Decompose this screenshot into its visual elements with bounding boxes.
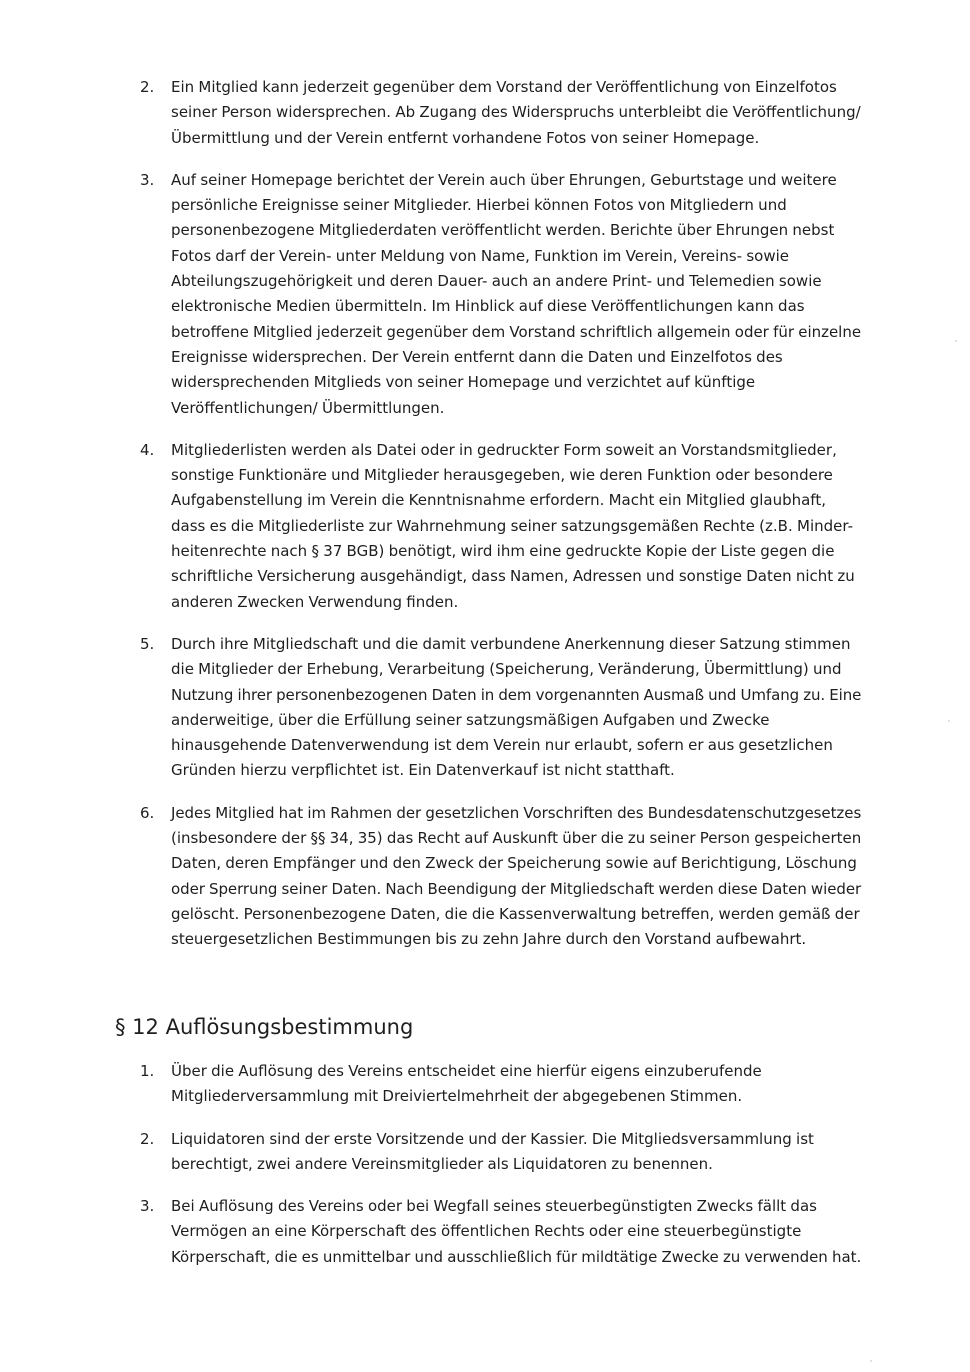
item-number: 2. <box>140 78 155 96</box>
item-number: 1. <box>140 1062 155 1080</box>
text-line: gelöscht. Personenbezogene Daten, die die Kassenverwaltung betreffen, werden gemäß der <box>171 904 860 923</box>
text-line: seiner Person widersprechen. Ab Zugang des Widerspruchs unterbleibt die Veröffentlichung/ <box>171 103 861 122</box>
list-item <box>0 1059 970 1110</box>
item-number: 3. <box>140 170 155 189</box>
scan-speck <box>955 340 957 342</box>
text-line: dass es die Mitgliederliste zur Wahrnehmung seiner satzungsgemäßen Rechte (z.B. Minder- <box>171 516 853 535</box>
text-line: berechtigt, zwei andere Vereinsmitglieder als Liquidatoren zu benennen. <box>171 1154 713 1173</box>
text-line: Abteilungszugehörigkeit und deren Dauer- auch an andere Print- und Telemedien sowie <box>171 272 822 291</box>
item-text <box>171 438 861 615</box>
text-line: Gründen hierzu verpflichtet ist. Ein Datenverkauf ist nicht statthaft. <box>171 761 675 780</box>
item-number: 2. <box>140 1129 155 1148</box>
item-text <box>171 75 861 151</box>
text-line: Mitgliederlisten werden als Datei oder in gedruckter Form soweit an Vorstandsmitglieder, <box>171 440 837 459</box>
section-heading: § 12 Auflösungsbestimmung <box>115 1015 414 1039</box>
text-line: (insbesondere der §§ 34, 35) das Recht auf Auskunft über die zu seiner Person gespeicherten <box>171 829 862 848</box>
text-line: Veröffentlichungen/ Übermittlungen. <box>171 398 445 417</box>
text-line: personenbezogene Mitgliederdaten veröffentlicht werden. Berichte über Ehrungen nebst <box>171 221 835 240</box>
text-line: oder Sperrung seiner Daten. Nach Beendigung der Mitgliedschaft werden diese Daten wieder <box>171 879 862 898</box>
text-line: Aufgabenstellung im Verein die Kenntnisnahme erfordern. Macht ein Mitglied glaubhaft, <box>171 491 826 510</box>
item-text <box>171 632 861 784</box>
item-text <box>171 168 861 421</box>
text-line: Daten, deren Empfänger und den Zweck der Speicherung sowie auf Berichtigung, Löschung <box>171 854 857 873</box>
text-line: schriftliche Versicherung ausgehändigt, dass Namen, Adressen und sonstige Daten nicht zu <box>171 567 855 586</box>
section-11-list <box>0 75 970 970</box>
item-text <box>171 1194 861 1270</box>
text-line: Ein Mitglied kann jederzeit gegenüber dem Vorstand der Veröffentlichung von Einzelfotos <box>171 78 837 96</box>
text-line: Vermögen an eine Körperschaft des öffentlichen Rechts oder eine steuerbegünstigte <box>171 1222 802 1241</box>
text-line: Mitgliederversammlung mit Dreiviertelmehrheit der abgegebenen Stimmen. <box>171 1087 743 1106</box>
list-item <box>0 1194 970 1270</box>
text-line: Nutzung ihrer personenbezogenen Daten in dem vorgenannten Ausmaß und Umfang zu. Eine <box>171 685 862 704</box>
text-line: Auf seiner Homepage berichtet der Verein auch über Ehrungen, Geburtstage und weitere <box>171 170 837 189</box>
text-line: widersprechenden Mitglieds von seiner Homepage und verzichtet auf künftige <box>171 373 756 392</box>
list-item <box>0 168 970 421</box>
item-text <box>171 801 861 953</box>
list-item <box>0 632 970 784</box>
item-number: 3. <box>140 1197 155 1216</box>
text-line: Ereignisse widersprechen. Der Verein entfernt dann die Daten und Einzelfotos des <box>171 347 783 366</box>
text-line: betroffene Mitglied jederzeit gegenüber dem Vorstand schriftlich allgemein oder für einzelne <box>171 322 862 341</box>
text-line: Fotos darf der Verein- unter Meldung von Name, Funktion im Verein, Vereins- sowie <box>171 246 789 265</box>
text-line: steuergesetzlichen Bestimmungen bis zu zehn Jahre durch den Vorstand aufbewahrt. <box>171 930 807 949</box>
scan-speck <box>870 1360 872 1362</box>
text-line: sonstige Funktionäre und Mitglieder herausgegeben, wie deren Funktion oder besondere <box>171 466 833 485</box>
item-number: 6. <box>140 803 155 822</box>
text-line: Über die Auflösung des Vereins entscheidet eine hierfür eigens einzuberufende <box>171 1062 762 1080</box>
text-line: Jedes Mitglied hat im Rahmen der gesetzlichen Vorschriften des Bundesdatenschutzgesetzes <box>171 803 862 822</box>
item-number: 4. <box>140 440 155 459</box>
text-line: Übermittlung und der Verein entfernt vorhandene Fotos von seiner Homepage. <box>171 128 760 147</box>
text-line: heitenrechte nach § 37 BGB) benötigt, wird ihm eine gedruckte Kopie der Liste gegen die <box>171 542 835 561</box>
text-line: Durch ihre Mitgliedschaft und die damit verbundene Anerkennung dieser Satzung stimmen <box>171 634 851 653</box>
text-line: anderweitige, über die Erfüllung seiner satzungsmäßigen Aufgaben und Zwecke <box>171 710 770 729</box>
item-text <box>171 1059 861 1110</box>
text-line: elektronische Medien übermitteln. Im Hinblick auf diese Veröffentlichungen kann das <box>171 297 805 316</box>
scan-speck <box>948 720 950 722</box>
list-item <box>0 801 970 953</box>
text-line: Liquidatoren sind der erste Vorsitzende und der Kassier. Die Mitgliedsversammlung ist <box>171 1129 814 1148</box>
list-item <box>0 1127 970 1178</box>
item-text <box>171 1127 861 1178</box>
text-line: Körperschaft, die es unmittelbar und ausschließlich für mildtätige Zwecke zu verwenden hat. <box>171 1247 862 1266</box>
text-line: hinausgehende Datenverwendung ist dem Verein nur erlaubt, sofern er aus gesetzlichen <box>171 736 833 755</box>
list-item <box>0 438 970 615</box>
item-number: 5. <box>140 634 155 653</box>
text-line: persönliche Ereignisse seiner Mitglieder. Hierbei können Fotos von Mitgliedern und <box>171 196 787 215</box>
text-line: Bei Auflösung des Vereins oder bei Wegfall seines steuerbegünstigten Zwecks fällt das <box>171 1197 817 1216</box>
section-12-list <box>0 1059 970 1287</box>
list-item <box>0 75 970 151</box>
text-line: anderen Zwecken Verwendung finden. <box>171 592 459 611</box>
text-line: die Mitglieder der Erhebung, Verarbeitung (Speicherung, Veränderung, Übermittlung) und <box>171 660 842 679</box>
